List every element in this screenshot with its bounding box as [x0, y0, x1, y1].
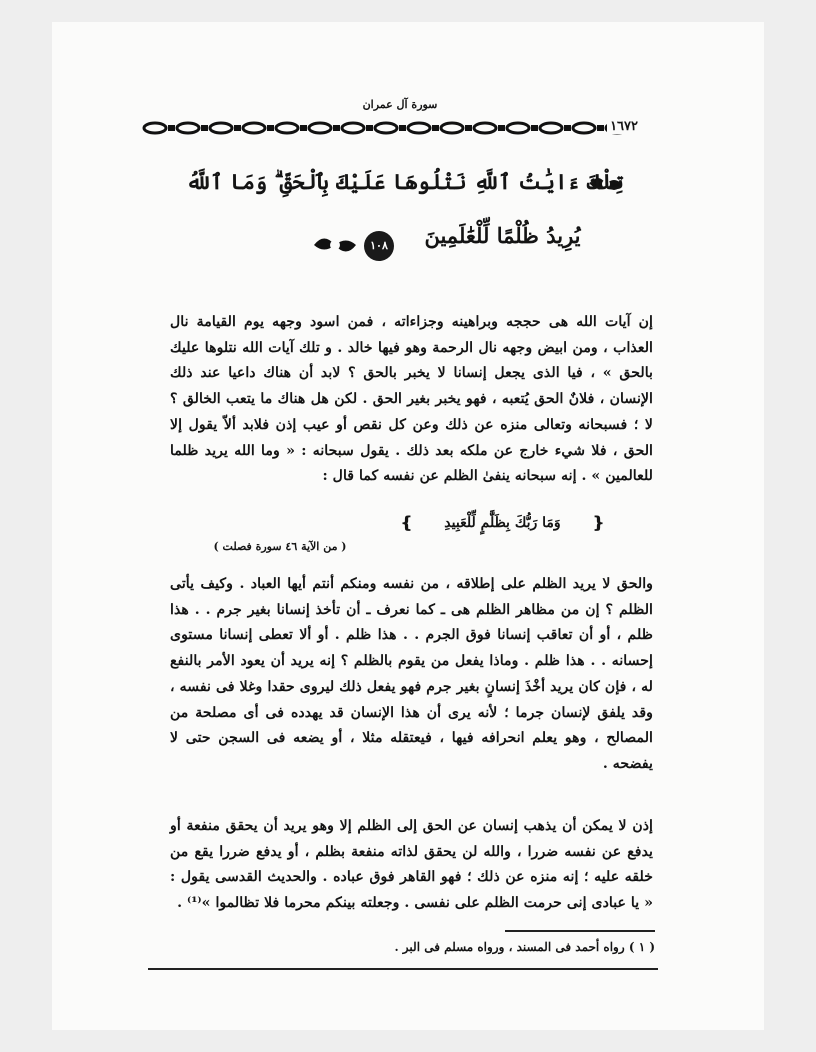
bottom-rule — [148, 968, 658, 970]
quote-source: ( من الآية ٤٦ سورة فصلت ) — [213, 540, 347, 553]
chain-border — [140, 118, 675, 138]
footnote-divider — [505, 930, 655, 932]
verse-number-marker: ١٠٨ — [364, 231, 394, 261]
commentary-paragraph-2: والحق لا يريد الظلم على إطلاقه ، من نفسه ومنكم أنتم أيها العباد . وكيف يأتى الظلم ؟ إن من مظاهر الظلم هى ـ كما نعرف ـ أن تأخذ إنسانا بغير جرم . . هذا ظلم ، أو أن تعاقب إنسانا فوق الجرم . . هذا ظلم . أو ألا تعطى إنسانا مستوى إحسانه . . هذا ظلم . وماذا يفعل من يقوم بالظلم ؟ إنه يريد أن يعود الأمر بالنفع له ، فإن كان يريد أخْذَ إنسانٍ بغير جرم فهو يفعل ذلك ليروى حقدا وغلا فى نفسه ، وقد يلفق لإنسان جرما ؛ لأنه يرى أن هذا الإنسان قد يهدده فى أى مصلحة من المصالح ، وهو يعلم انحرافه فيها ، فيعتقله مثلا ، أو يضعه فى السجن حتى لا يفضحه . — [170, 576, 653, 772]
quoted-verse-text: وَمَا رَبُّكَ بِظَلَّٰمٍ لِّلْعَبِيدِ — [444, 515, 561, 531]
surah-name-header: سورة آل عمران — [362, 98, 438, 111]
page-number: ١٦٧٢ — [607, 119, 641, 134]
quran-verse-line-2: يُرِيدُ ظُلْمًا لِّلْعَٰلَمِينَ — [424, 223, 581, 248]
bracket-close-icon: ❵ — [400, 513, 414, 532]
floral-ornament-icon — [312, 230, 358, 260]
quran-verse-line-1: تِلْكَ ءَايَٰتُ ٱللَّهِ نَتْلُوهَا عَلَيْكَ بِٱلْحَقِّ ۗ وَمَا ٱللَّهُ — [186, 169, 624, 194]
bracket-open-icon: ❴ — [591, 513, 605, 532]
footnote: ( ١ ) رواه أحمد فى المسند ، ورواه مسلم فى البر . — [394, 940, 655, 954]
commentary-paragraph-1: إن آيات الله هى حججه وبراهينه وجزاءاته ، فمن اسود وجهه يوم القيامة نال العذاب ، ومن ابيض وجهه نال الرحمة وهو فيها خالد . و تلك آيات الله نتلوها عليك بالحق » ، فيا الذى يجعل إنسانا لا يخبر بالحق ؟ لابد أن هناك داعيا عند ذلك الإنسان ، فلانٌ الحق يُتعبه ، فهو يخبر بغير الحق . لكن هل هناك ما يتعب الخالق ؟ لا ؛ فسبحانه وتعالى منزه عن ذلك وعن كل نقص أو عيب إذن فلابد ألاّ يقول إلا الحق ، فلا شيء خارج عن ملكه بعد ذلك . يقول سبحانه : « وما الله يريد ظلما للعالمين » . إنه سبحانه ينفىٰ الظلم عن نفسه كما قال : — [170, 314, 653, 485]
chain-ornament — [140, 118, 630, 138]
quoted-verse — [400, 511, 605, 535]
commentary-paragraph-3: إذن لا يمكن أن يذهب إنسان عن الحق إلى الظلم إلا وهو يريد أن يحقق منفعة أو يدفع عن نفسه ضررا ، والله لن يحقق لذاته منفعة بظلم ، أو يدفع ضررا يقع من خلقه عليه ؛ إنه منزه عن ذلك ؛ فهو القاهر فوق عباده . والحديث القدسى يقول : « يا عبادى إنى حرمت الظلم على نفسى . وجعلته بينكم محرما فلا تظالموا »⁽¹⁾ . — [170, 818, 653, 912]
